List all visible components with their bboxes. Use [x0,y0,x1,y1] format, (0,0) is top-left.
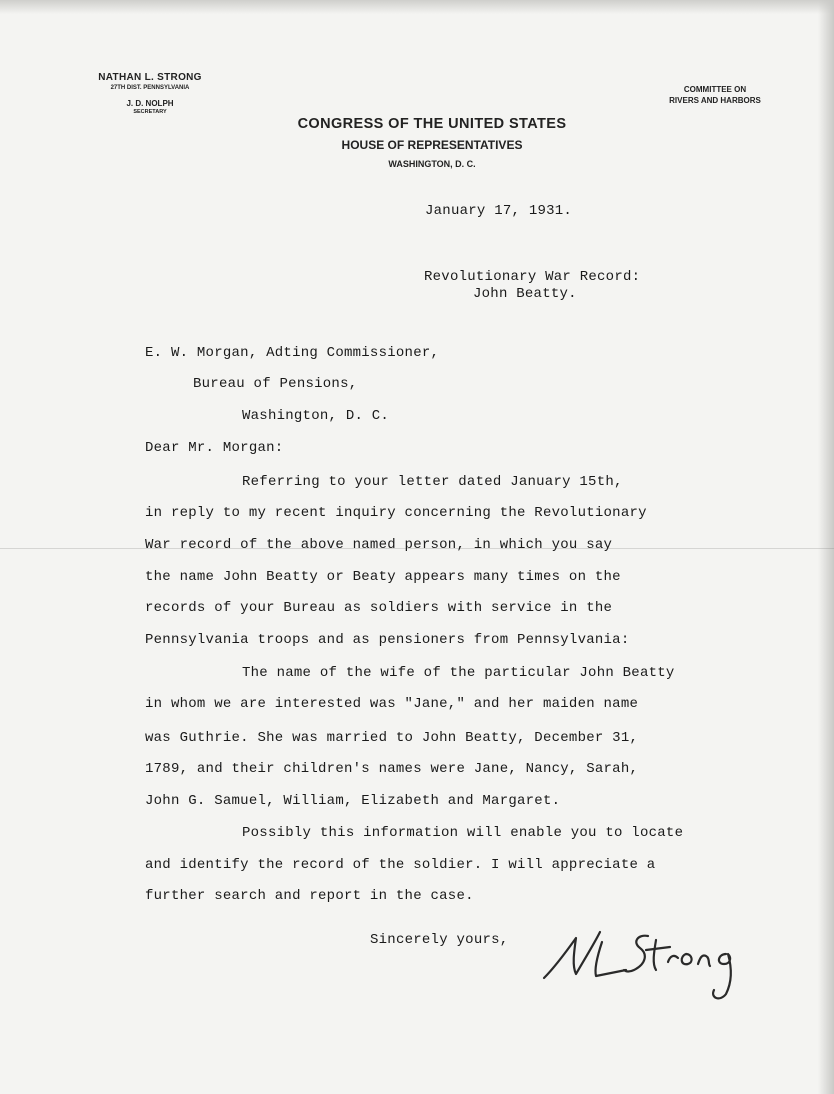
body-line: John G. Samuel, William, Elizabeth and Margaret. [145,793,561,809]
body-line: and identify the record of the soldier. I will appreciate a [145,857,656,873]
secretary-name: J. D. NOLPH [126,99,174,108]
secretary-title: SECRETARY [133,109,167,115]
address-line-2: Bureau of Pensions, [193,376,358,392]
subject-line-1: Revolutionary War Record: [424,269,641,285]
body-line: The name of the wife of the particular John Beatty [242,665,675,681]
letterhead-title: CONGRESS OF THE UNITED STATES [297,116,567,132]
body-line: further search and report in the case. [145,888,474,904]
body-line: Possibly this information will enable you to locate [242,825,684,841]
committee-line-1: COMMITTEE ON [683,85,747,94]
letterhead-member-block [70,72,230,115]
address-line-1: E. W. Morgan, Adting Commissioner, [145,345,440,361]
body-line: in whom we are interested was "Jane," and her maiden name [145,696,639,712]
member-name: NATHAN L. STRONG [98,72,202,83]
letter-date: January 17, 1931. [425,203,573,219]
subject-line-2: John Beatty. [473,286,577,302]
member-district: 27TH DIST. PENNSYLVANIA [110,85,190,91]
body-line: the name John Beatty or Beaty appears many times on the [145,569,621,585]
body-line: Referring to your letter dated January 15th, [242,474,623,490]
scan-edge-right [818,0,834,1094]
body-line: records of your Bureau as soldiers with service in the [145,600,613,616]
body-line: 1789, and their children's names were Jane, Nancy, Sarah, [145,761,639,777]
address-line-3: Washington, D. C. [242,408,390,424]
body-line: War record of the above named person, in which you say [145,537,613,553]
scan-edge-top [0,0,834,14]
letterhead-house: HOUSE OF REPRESENTATIVES [341,138,523,152]
letterhead-city: WASHINGTON, D. C. [388,159,476,169]
salutation: Dear Mr. Morgan: [145,440,284,456]
body-line: in reply to my recent inquiry concerning the Revolutionary [145,505,647,521]
body-line: was Guthrie. She was married to John Beatty, December 31, [145,730,639,746]
committee-line-2: RIVERS AND HARBORS [669,96,761,105]
body-line: Pennsylvania troops and as pensioners from Pennsylvania: [145,632,630,648]
signature [540,916,750,1006]
letterhead-title-block [262,116,602,169]
closing: Sincerely yours, [370,932,509,948]
letterhead-committee-block [648,84,782,106]
